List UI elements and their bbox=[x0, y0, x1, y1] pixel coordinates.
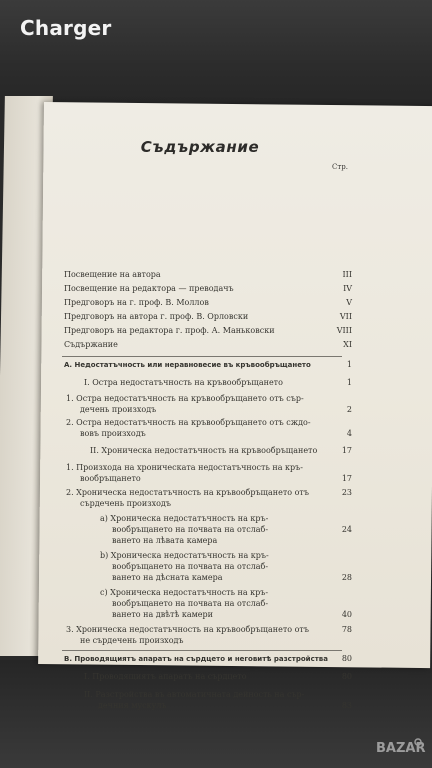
toc-entry-page: IV bbox=[343, 284, 352, 293]
toc-entry-text: вообръщането bbox=[80, 474, 141, 483]
toc-entry-text: вовъ произходъ bbox=[80, 429, 146, 438]
toc-entry-text: Съдържание bbox=[64, 340, 118, 349]
toc-entry-text: b) Хроническа недостатъчность на кръ- bbox=[100, 551, 269, 560]
toc-entry-text: ването на лѣвата камера bbox=[112, 536, 218, 545]
watermark-text: BAZAR bbox=[376, 741, 426, 756]
toc-entry-page: 1 bbox=[346, 378, 352, 387]
toc-entry-text: сърдечень произходъ bbox=[80, 499, 171, 508]
brand-label: Charger bbox=[20, 16, 112, 40]
toc-entry-text: Предговоръ на автора г. проф. В. Орловски bbox=[64, 312, 249, 321]
section-divider bbox=[62, 356, 342, 357]
toc-entry-text: Предговоръ на г. проф. В. Моллов bbox=[64, 298, 209, 307]
toc-entry-page: 1 bbox=[346, 360, 352, 369]
toc-entry-page: 2 bbox=[346, 405, 352, 414]
toc-entry-text: ването на двѣтѣ камери bbox=[112, 610, 213, 619]
toc-entry-text: I. Проводящиятъ апаратъ на сърдцето bbox=[84, 672, 247, 681]
toc-entry-text: вообръщането на почвата на отслаб- bbox=[112, 562, 269, 571]
toc-entry-text: II. Разстройства въ автоматичната дейность на сър- bbox=[84, 690, 305, 699]
toc-entry-text: c) Хроническа недостатъчность на кръ- bbox=[100, 588, 269, 597]
toc-entry-text: II. Хроническа недостатъчность на кръвообръщането bbox=[90, 446, 318, 455]
toc-entry-page: XI bbox=[343, 340, 352, 349]
toc-entry-text: 2. Хроническа недостатъчность на кръвообръщането отъ bbox=[66, 488, 309, 497]
toc-section-heading: А. Недостатъчность или неравновесие въ кръвообръщането bbox=[64, 361, 311, 369]
toc-entry-page: VII bbox=[339, 312, 352, 321]
toc-entry-page: 23 bbox=[341, 488, 352, 497]
toc-entry-page: 83 bbox=[341, 701, 352, 710]
toc-entry-text: ването на дѣсната камера bbox=[112, 573, 223, 582]
toc-entry-text: не сърдечень произходъ bbox=[80, 636, 184, 645]
toc-entry-page: 24 bbox=[341, 525, 352, 534]
toc-entry-page: 17 bbox=[341, 446, 352, 455]
toc-entry-text: дечния мускулъ bbox=[98, 701, 167, 710]
toc-entry-page: 78 bbox=[341, 625, 352, 634]
toc-entry-page: 4 bbox=[346, 429, 352, 438]
toc-entry-page: 40 bbox=[341, 610, 352, 619]
toc-entry-page: 80 bbox=[341, 654, 352, 663]
toc-entry-text: 1. Произхода на хроническата недостатъчность на кръ- bbox=[66, 463, 303, 472]
toc-entry-text: Посвещение на редактора — преводачъ bbox=[64, 284, 234, 293]
toc-entry-page: III bbox=[342, 270, 352, 279]
toc-entry-text: а) Хроническа недостатъчность на кръ- bbox=[100, 514, 269, 523]
page-title: Съдържание bbox=[140, 138, 260, 156]
toc-entry-text: 1. Остра недостатъчность на кръвообръщането отъ сър- bbox=[66, 394, 304, 403]
toc-entry-page: 28 bbox=[341, 573, 352, 582]
section-divider bbox=[62, 650, 342, 651]
toc-entry-page: 17 bbox=[341, 474, 352, 483]
toc-entry-page: V bbox=[346, 298, 352, 307]
toc-entry-page: VIII bbox=[336, 326, 352, 335]
toc-entry-text: вообръщането на почвата на отслаб- bbox=[112, 525, 269, 534]
page-column-label: Стр. bbox=[332, 163, 348, 171]
toc-entry-text: Предговоръ на редактора г. проф. А. Маньковски bbox=[64, 326, 275, 335]
toc-entry-text: вообръщането на почвата на отслаб- bbox=[112, 599, 269, 608]
toc-entry-text: 2. Остра недостатъчность на кръвообръщането отъ сждо- bbox=[66, 418, 311, 427]
toc-entry-text: Посвещение на автора bbox=[64, 270, 161, 279]
bazar-watermark-logo bbox=[374, 734, 426, 762]
toc-entry-text: дечень произходъ bbox=[80, 405, 157, 414]
toc-entry-text: 3. Хроническа недостатъчность на кръвообръщането отъ bbox=[66, 625, 309, 634]
toc-entry-text: I. Остра недостатъчность на кръвообръщането bbox=[84, 378, 283, 387]
toc-entry-page: 80 bbox=[341, 672, 352, 681]
toc-section-heading: В. Проводящиятъ апаратъ на сърдцето и неговитѣ разстройства bbox=[64, 655, 328, 663]
